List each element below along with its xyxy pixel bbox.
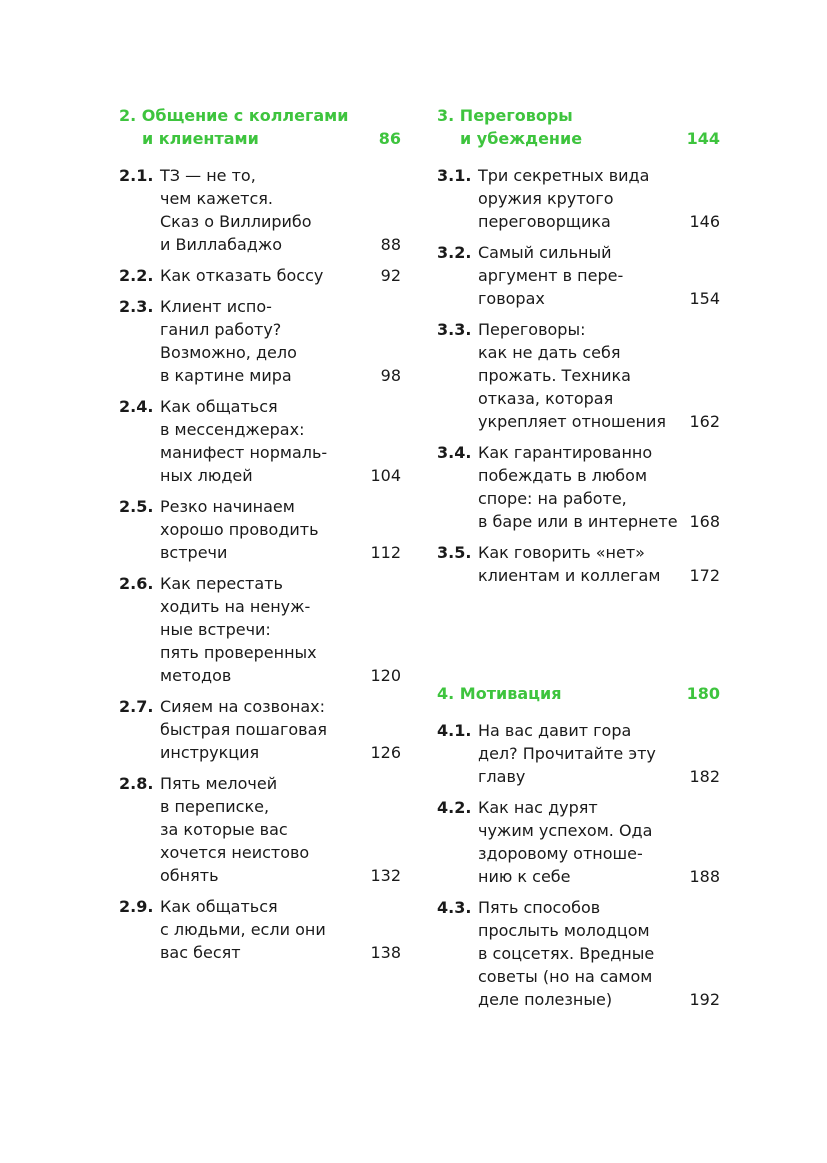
entry-page-number: 126 <box>370 743 401 762</box>
entry-title-line: Переговоры: <box>478 320 586 339</box>
entry-number: 2.2. <box>119 266 154 285</box>
entry-number: 3.2. <box>437 243 472 262</box>
entry-page-number: 104 <box>370 466 401 485</box>
toc-entry[interactable] <box>437 441 720 533</box>
entry-title-line: Как перестать <box>160 574 283 593</box>
entry-title-line: обнять <box>160 866 219 885</box>
entry-title-line: методов <box>160 666 232 685</box>
section-heading[interactable] <box>437 682 720 705</box>
entry-title-line: ходить на ненуж- <box>160 597 311 616</box>
entry-number: 2.8. <box>119 774 154 793</box>
entry-title-line: Сказ о Виллирибо <box>160 212 312 231</box>
entry-page-number: 146 <box>689 212 720 231</box>
section-number: 2. <box>119 106 137 125</box>
toc-entry[interactable] <box>119 395 401 487</box>
entry-number: 2.3. <box>119 297 154 316</box>
entry-list <box>437 719 720 1011</box>
entry-title-line: манифест нормаль- <box>160 443 328 462</box>
entry-title-line: в баре или в интернете <box>478 512 678 531</box>
entry-page-number: 120 <box>370 666 401 685</box>
entry-title-line: Резко начинаем <box>160 497 295 516</box>
section-title: 3. Переговоры и убеждение <box>437 106 583 148</box>
entry-title-line: встречи <box>160 543 228 562</box>
entry-number: 4.2. <box>437 798 472 817</box>
section-heading[interactable] <box>437 104 720 150</box>
toc-entry[interactable] <box>119 264 401 287</box>
entry-title-line: деле полезные) <box>478 990 613 1009</box>
entry-title-line: аргумент в пере- <box>478 266 624 285</box>
entry-page-number: 154 <box>689 289 720 308</box>
toc-section-3 <box>437 104 720 587</box>
entry-title-line: в картине мира <box>160 366 292 385</box>
section-number: 4. <box>437 684 455 703</box>
entry-title-line: переговорщика <box>478 212 611 231</box>
entry-page-number: 98 <box>380 366 401 385</box>
toc-section-2 <box>119 104 401 964</box>
entry-title-line: На вас давит гора <box>478 721 632 740</box>
section-page-number: 144 <box>686 129 720 148</box>
entry-title-line: хочется неистово <box>160 843 310 862</box>
entry-title-line: Как общаться <box>160 897 278 916</box>
entry-page-number: 112 <box>370 543 401 562</box>
entry-title-line: здоровому отноше- <box>478 844 643 863</box>
entry-page-number: 172 <box>689 566 720 585</box>
entry-page-number: 162 <box>689 412 720 431</box>
entry-number: 2.6. <box>119 574 154 593</box>
toc-entry[interactable] <box>437 318 720 433</box>
entry-title-line: прожать. Техника <box>478 366 631 385</box>
entry-title-line: главу <box>478 767 526 786</box>
entry-title-line: споре: на работе, <box>478 489 627 508</box>
section-title: 2. Общение с коллегами и клиентами <box>119 106 349 148</box>
entry-title-line: в мессенджерах: <box>160 420 305 439</box>
toc-entry[interactable] <box>119 572 401 687</box>
toc-entry[interactable] <box>437 796 720 888</box>
toc-entry[interactable] <box>119 895 401 964</box>
entry-page-number: 88 <box>380 235 401 254</box>
entry-title-line: ные встречи: <box>160 620 271 639</box>
toc-entry[interactable] <box>119 772 401 887</box>
entry-number: 3.5. <box>437 543 472 562</box>
toc-entry[interactable] <box>119 695 401 764</box>
toc-entry[interactable] <box>119 295 401 387</box>
entry-list <box>119 164 401 964</box>
entry-title-line: клиентам и коллегам <box>478 566 661 585</box>
toc-entry[interactable] <box>437 719 720 788</box>
entry-title-line: прослыть молодцом <box>478 921 650 940</box>
entry-page-number: 168 <box>689 512 720 531</box>
toc-entry[interactable] <box>437 164 720 233</box>
entry-title-line: Возможно, дело <box>160 343 297 362</box>
section-title: 4. Мотивация <box>437 684 562 703</box>
entry-title-line: чем кажется. <box>160 189 274 208</box>
entry-number: 2.4. <box>119 397 154 416</box>
entry-title-line: чужим успехом. Ода <box>478 821 653 840</box>
entry-number: 2.1. <box>119 166 154 185</box>
entry-title-line: Самый сильный <box>478 243 612 262</box>
section-page-number: 86 <box>378 129 401 148</box>
entry-page-number: 92 <box>380 266 401 285</box>
entry-title-line: говорах <box>478 289 545 308</box>
entry-page-number: 192 <box>689 990 720 1009</box>
entry-title-line: оружия крутого <box>478 189 614 208</box>
entry-title-line: отказа, которая <box>478 389 614 408</box>
entry-list <box>437 164 720 587</box>
toc-entry[interactable] <box>437 896 720 1011</box>
entry-number: 4.1. <box>437 721 472 740</box>
entry-title-line: укрепляет отношения <box>478 412 667 431</box>
entry-title-line: ганил работу? <box>160 320 282 339</box>
entry-title-line: инструкция <box>160 743 260 762</box>
entry-title-line: Как нас дурят <box>478 798 598 817</box>
toc-column-right <box>437 104 720 1019</box>
section-page-number: 180 <box>686 684 720 703</box>
section-number: 3. <box>437 106 455 125</box>
entry-number: 2.7. <box>119 697 154 716</box>
entry-title-line: Сияем на созвонах: <box>160 697 325 716</box>
entry-title-line: побеждать в любом <box>478 466 648 485</box>
entry-title-line: Как гарантированно <box>478 443 653 462</box>
entry-title-line: в соцсетях. Вредные <box>478 944 655 963</box>
entry-title-line: Пять способов <box>478 898 601 917</box>
entry-number: 3.1. <box>437 166 472 185</box>
entry-title-line: за которые вас <box>160 820 288 839</box>
toc-entry[interactable] <box>119 495 401 564</box>
entry-page-number: 188 <box>689 867 720 886</box>
entry-title-line: Три секретных вида <box>478 166 650 185</box>
entry-title-line: Как общаться <box>160 397 278 416</box>
entry-number: 3.4. <box>437 443 472 462</box>
toc-entry[interactable] <box>437 241 720 310</box>
toc-entry[interactable] <box>437 541 720 587</box>
entry-page-number: 138 <box>370 943 401 962</box>
entry-page-number: 182 <box>689 767 720 786</box>
toc-entry[interactable] <box>119 164 401 256</box>
entry-number: 2.5. <box>119 497 154 516</box>
entry-title-line: дел? Прочитайте эту <box>478 744 656 763</box>
entry-title-line: как не дать себя <box>478 343 621 362</box>
entry-number: 2.9. <box>119 897 154 916</box>
entry-title-line: с людьми, если они <box>160 920 326 939</box>
entry-title-line: пять проверенных <box>160 643 317 662</box>
entry-title-line: и Виллабаджо <box>160 235 283 254</box>
section-heading[interactable] <box>119 104 401 150</box>
entry-title-line: Как говорить «нет» <box>478 543 645 562</box>
entry-number: 4.3. <box>437 898 472 917</box>
entry-title-line: ТЗ — не то, <box>160 166 256 185</box>
entry-title-line: Пять мелочей <box>160 774 278 793</box>
entry-title-line: Как отказать боссу <box>160 266 324 285</box>
entry-title-line: советы (но на самом <box>478 967 653 986</box>
entry-title-line: вас бесят <box>160 943 241 962</box>
entry-title-line: нию к себе <box>478 867 571 886</box>
entry-title-line: быстрая пошаговая <box>160 720 328 739</box>
entry-title-line: ных людей <box>160 466 253 485</box>
toc-section-4 <box>437 682 720 1011</box>
entry-title-line: Клиент испо- <box>160 297 272 316</box>
entry-number: 3.3. <box>437 320 472 339</box>
toc-column-left <box>119 104 401 972</box>
entry-page-number: 132 <box>370 866 401 885</box>
entry-title-line: в переписке, <box>160 797 270 816</box>
entry-title-line: хорошо проводить <box>160 520 319 539</box>
